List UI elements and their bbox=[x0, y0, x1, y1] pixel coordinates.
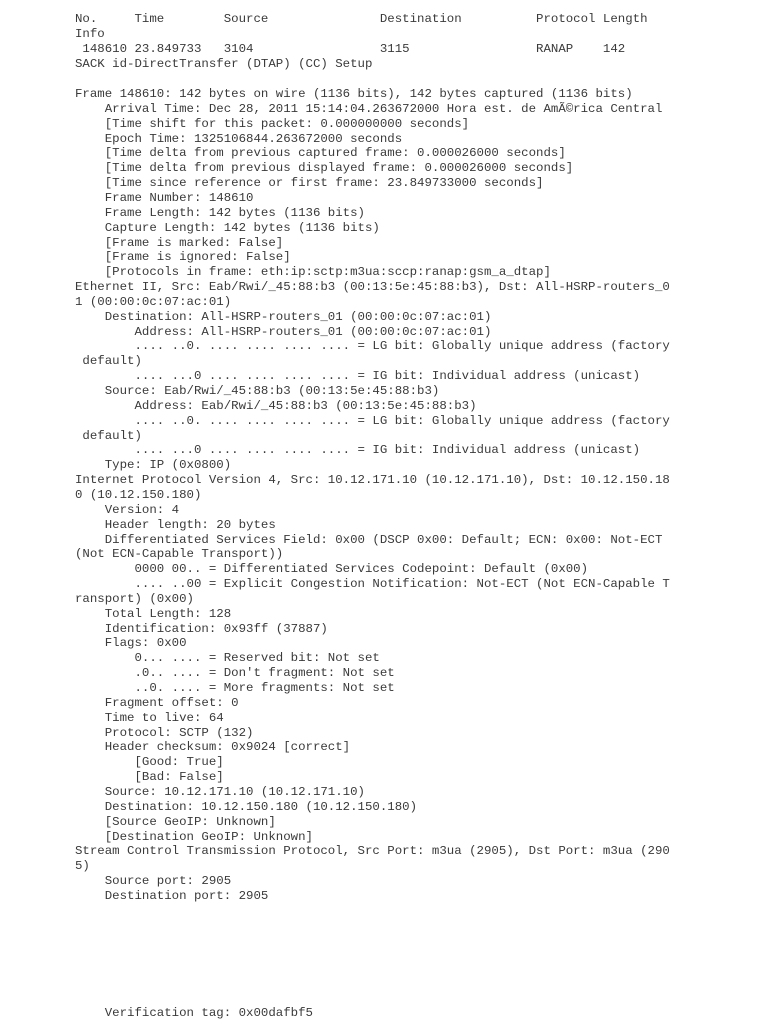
detail-line: [Good: True] bbox=[75, 755, 224, 770]
detail-line: Epoch Time: 1325106844.263672000 seconds bbox=[75, 131, 403, 146]
detail-line: Protocol: SCTP (132) bbox=[75, 725, 254, 740]
detail-line: Frame Number: 148610 bbox=[75, 190, 254, 205]
detail-line: Flags: 0x00 bbox=[75, 636, 187, 651]
detail-line: [Time since reference or first frame: 23.849733000 seconds] bbox=[75, 176, 544, 191]
detail-line: [Protocols in frame: eth:ip:sctp:m3ua:sccp:ranap:gsm_a_dtap] bbox=[75, 265, 551, 280]
detail-line: Source port: 2905 bbox=[75, 874, 232, 888]
detail-line: Capture Length: 142 bytes (1136 bits) bbox=[75, 220, 380, 235]
info-column-header: Info bbox=[75, 27, 105, 41]
detail-line: Destination: 10.12.150.180 (10.12.150.180) bbox=[75, 799, 418, 814]
detail-line: ..0. .... = More fragments: Not set bbox=[75, 681, 395, 695]
detail-line: 0000 00.. = Differentiated Services Codepoint: Default (0x00) bbox=[75, 562, 589, 577]
detail-line: Differentiated Services Field: 0x00 (DSCP 0x00: Default; ECN: 0x00: Not-ECT bbox=[75, 532, 663, 547]
detail-line: Frame 148610: 142 bytes on wire (1136 bits), 142 bytes captured (1136 bits) bbox=[75, 87, 633, 101]
detail-line: Fragment offset: 0 bbox=[75, 695, 239, 710]
detail-line: .... ..0. .... .... .... .... = LG bit: Globally unique address (factory bbox=[75, 413, 670, 428]
detail-line: Source: 10.12.171.10 (10.12.171.10) bbox=[75, 784, 365, 799]
detail-line: [Frame is marked: False] bbox=[75, 235, 284, 250]
column-headers: No. Time Source Destination Protocol Length bbox=[75, 12, 648, 26]
detail-line: .... ...0 .... .... .... .... = IG bit: Individual address (unicast) bbox=[75, 443, 641, 458]
detail-line: [Time shift for this packet: 0.000000000 seconds] bbox=[75, 116, 470, 131]
detail-line: [Source GeoIP: Unknown] bbox=[75, 814, 276, 829]
detail-line: [Time delta from previous displayed frame: 0.000026000 seconds] bbox=[75, 161, 574, 176]
verification-tag-line: Verification tag: 0x00dafbf5 bbox=[75, 1006, 313, 1020]
detail-line: Address: Eab/Rwi/_45:88:b3 (00:13:5e:45:88:b3) bbox=[75, 398, 477, 413]
detail-line: Internet Protocol Version 4, Src: 10.12.171.10 (10.12.171.10), Dst: 10.12.150.18 bbox=[75, 473, 670, 488]
packet-summary-row: 148610 23.849733 3104 3115 RANAP 142 bbox=[75, 42, 626, 56]
detail-line: Arrival Time: Dec 28, 2011 15:14:04.263672000 Hora est. de AmÃ©rica Central bbox=[75, 101, 663, 116]
detail-line: [Frame is ignored: False] bbox=[75, 250, 291, 265]
detail-line: 5) bbox=[75, 859, 90, 874]
detail-line: Ethernet II, Src: Eab/Rwi/_45:88:b3 (00:13:5e:45:88:b3), Dst: All-HSRP-routers_0 bbox=[75, 280, 670, 294]
detail-line: .0.. .... = Don't fragment: Not set bbox=[75, 666, 395, 681]
detail-line: default) bbox=[75, 428, 142, 443]
detail-line: 0 (10.12.150.180) bbox=[75, 487, 202, 502]
detail-line: Header checksum: 0x9024 [correct] bbox=[75, 740, 351, 755]
detail-line: Source: Eab/Rwi/_45:88:b3 (00:13:5e:45:88:b3) bbox=[75, 384, 440, 398]
detail-line: (Not ECN-Capable Transport)) bbox=[75, 547, 284, 562]
detail-line: [Bad: False] bbox=[75, 770, 224, 785]
detail-line: 1 (00:00:0c:07:ac:01) bbox=[75, 294, 232, 309]
packet-info: SACK id-DirectTransfer (DTAP) (CC) Setup bbox=[75, 57, 373, 71]
detail-line: ransport) (0x00) bbox=[75, 591, 194, 606]
detail-line: .... ..00 = Explicit Congestion Notification: Not-ECT (Not ECN-Capable T bbox=[75, 577, 670, 591]
detail-line: Version: 4 bbox=[75, 502, 180, 517]
detail-line: [Time delta from previous captured frame: 0.000026000 seconds] bbox=[75, 146, 566, 161]
detail-line: .... ...0 .... .... .... .... = IG bit: Individual address (unicast) bbox=[75, 369, 641, 384]
detail-line: Frame Length: 142 bytes (1136 bits) bbox=[75, 205, 365, 220]
detail-line: Stream Control Transmission Protocol, Src Port: m3ua (2905), Dst Port: m3ua (290 bbox=[75, 844, 670, 859]
detail-line: .... ..0. .... .... .... .... = LG bit: Globally unique address (factory bbox=[75, 339, 670, 354]
detail-line: [Destination GeoIP: Unknown] bbox=[75, 829, 313, 844]
detail-line: Identification: 0x93ff (37887) bbox=[75, 621, 328, 636]
detail-line: Total Length: 128 bbox=[75, 606, 232, 621]
detail-line: Destination port: 2905 bbox=[75, 888, 269, 903]
detail-line: Header length: 20 bytes bbox=[75, 517, 276, 532]
detail-line: Address: All-HSRP-routers_01 (00:00:0c:07:ac:01) bbox=[75, 324, 492, 339]
detail-line: 0... .... = Reserved bit: Not set bbox=[75, 651, 380, 666]
detail-line: Destination: All-HSRP-routers_01 (00:00:0c:07:ac:01) bbox=[75, 309, 492, 324]
detail-line: default) bbox=[75, 354, 142, 369]
detail-line: Type: IP (0x0800) bbox=[75, 458, 232, 473]
detail-line: Time to live: 64 bbox=[75, 710, 224, 725]
